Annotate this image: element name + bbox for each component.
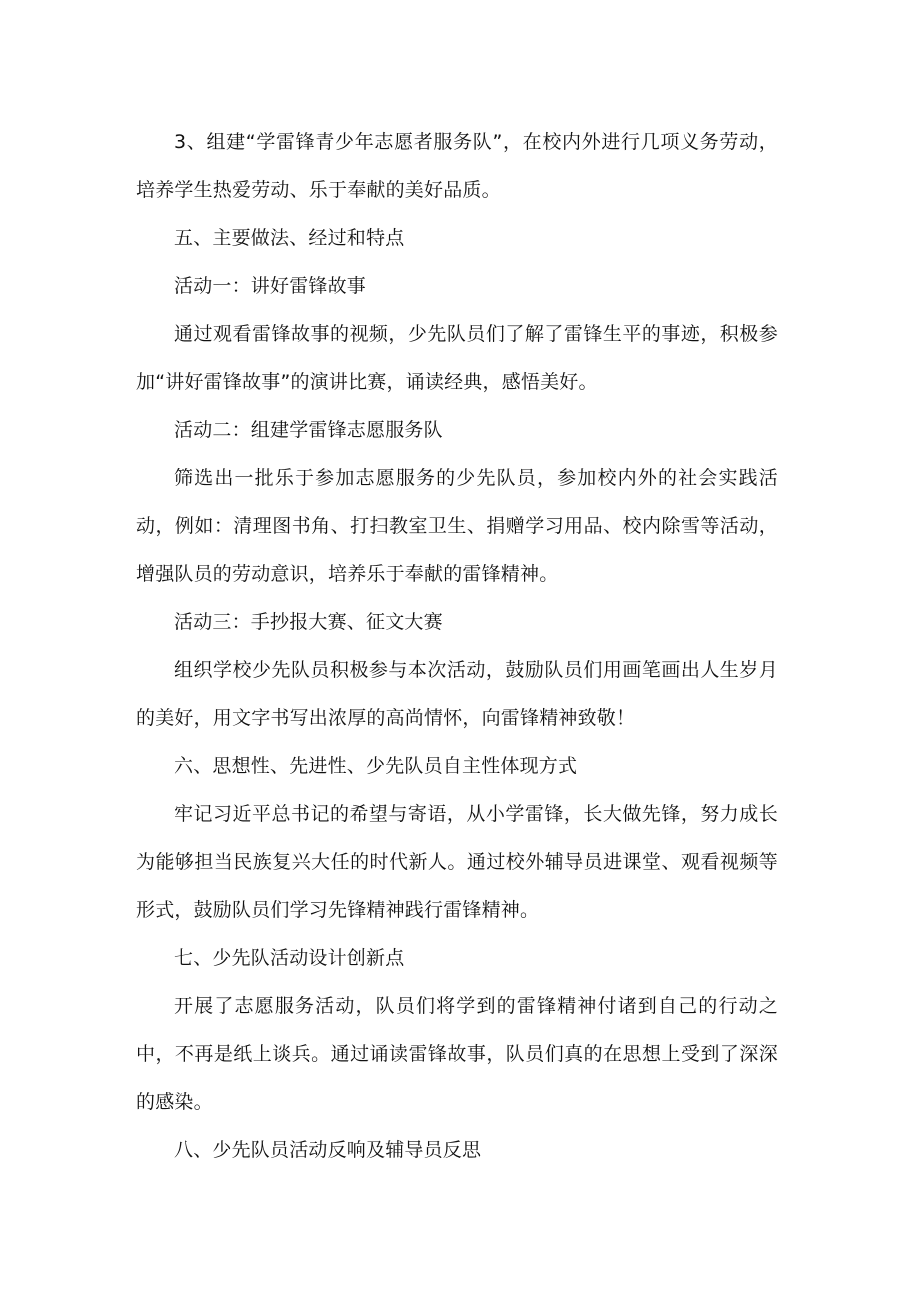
- heading-activity-three: 活动三：手抄报大赛、征文大赛: [174, 611, 443, 633]
- heading-ideology: 六、思想性、先进性、少先队员自主性体现方式: [174, 755, 578, 777]
- heading-innovation: 七、少先队活动设计创新点: [174, 947, 405, 969]
- heading-reflection: 八、少先队员活动反响及辅导员反思: [174, 1139, 482, 1161]
- heading-methods: 五、主要做法、经过和特点: [174, 227, 405, 249]
- heading-activity-one: 活动一：讲好雷锋故事: [174, 275, 367, 297]
- paragraph-activity-one: 通过观看雷锋故事的视频，少先队员们了解了雷锋生平的事迹，积极参加“讲好雷锋故事”的演讲比赛，诵读经典，感悟美好。: [136, 323, 778, 393]
- paragraph-volunteer-team: 3、组建“学雷锋青少年志愿者服务队”，在校内外进行几项义务劳动，培养学生热爱劳动、乐于奉献的美好品质。: [136, 131, 778, 201]
- heading-activity-two: 活动二：组建学雷锋志愿服务队: [174, 419, 443, 441]
- paragraph-activity-two: 筛选出一批乐于参加志愿服务的少先队员，参加校内外的社会实践活动，例如：清理图书角、打扫教室卫生、捐赠学习用品、校内除雪等活动，增强队员的劳动意识，培养乐于奉献的雷锋精神。: [136, 467, 778, 585]
- paragraph-activity-three: 组织学校少先队员积极参与本次活动，鼓励队员们用画笔画出人生岁月的美好，用文字书写出浓厚的高尚情怀，向雷锋精神致敬！: [136, 659, 778, 729]
- document-body: [136, 118, 778, 1174]
- paragraph-innovation: 开展了志愿服务活动，队员们将学到的雷锋精神付诸到自己的行动之中，不再是纸上谈兵。通过诵读雷锋故事，队员们真的在思想上受到了深深的感染。: [136, 995, 778, 1113]
- paragraph-ideology: 牢记习近平总书记的希望与寄语，从小学雷锋，长大做先锋，努力成长为能够担当民族复兴大任的时代新人。通过校外辅导员进课堂、观看视频等形式，鼓励队员们学习先锋精神践行雷锋精神。: [136, 803, 778, 921]
